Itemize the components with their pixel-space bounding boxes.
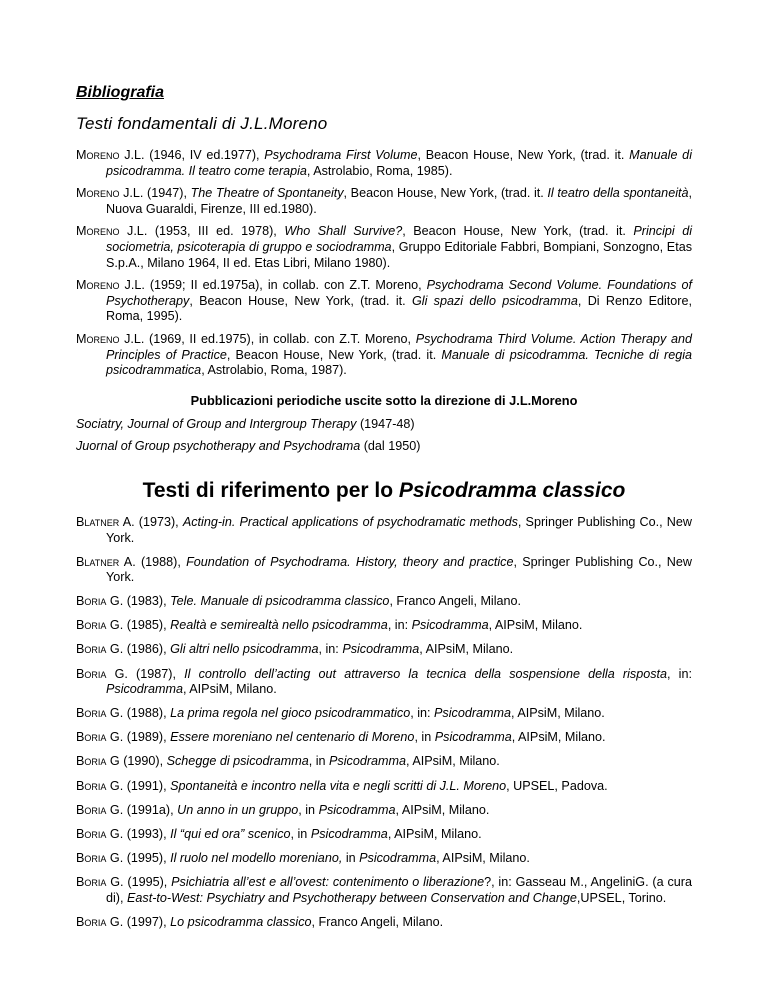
bib-entry: Boria G (1990), Schegge di psicodramma, in Psicodramma, AIPsiM, Milano. <box>76 754 500 769</box>
bib-entry: Moreno J.L. (1969, II ed.1975), in collab. con Z.T. Moreno, Psychodrama Third Volume. Action Therapy and Principles of Practice, Beacon House, New York, (trad. it. Manuale di psicodramma. Tecniche di regia psicodrammatica, Astrolabio, Roma, 1987). <box>76 331 692 378</box>
section-reference-title: Testi di riferimento per lo Psicodramma classico <box>142 478 626 502</box>
bib-entry: Boria G. (1993), Il “qui ed ora” scenico, in Psicodramma, AIPsiM, Milano. <box>76 826 482 841</box>
moreno-list <box>76 148 692 379</box>
bib-entry: Boria G. (1985), Realtà e semirealtà nello psicodramma, in: Psicodramma, AIPsiM, Milano. <box>76 618 583 633</box>
bib-entry: Boria G. (1995), Psichiatria all’est e all’ovest: contenimento o liberazione?, in: Gasseau M., AngeliniG. (a cura di), East-to-West: Psychiatry and Psychotherapy between Conservation and Change,UPSEL, Torino. <box>76 874 692 905</box>
periodicals-title: Pubblicazioni periodiche uscite sotto la direzione di J.L.Moreno <box>190 392 578 408</box>
reference-list <box>76 515 692 930</box>
bibliography-heading: Bibliografia <box>76 84 165 101</box>
bib-entry: Boria G. (1997), Lo psicodramma classico, Franco Angeli, Milano. <box>76 914 444 929</box>
section-moreno-title: Testi fondamentali di J.L.Moreno <box>76 114 328 133</box>
bib-entry: Blatner A. (1988), Foundation of Psychodrama. History, theory and practice, Springer Publishing Co., New York. <box>76 554 692 585</box>
bib-entry: Moreno J.L. (1953, III ed. 1978), Who Shall Survive?, Beacon House, New York, (trad. it. Principi di sociometria, psicoterapia di gruppo e sociodramma, Gruppo Editoriale Fabbri, Bompiani, Sonzogno, Etas S.p.A., Milano 1964, II ed. Etas Libri, Milano 1980). <box>76 224 693 270</box>
bib-entry: Boria G. (1986), Gli altri nello psicodramma, in: Psicodramma, AIPsiM, Milano. <box>76 642 514 657</box>
bib-entry: Boria G. (1988), La prima regola nel gioco psicodrammatico, in: Psicodramma, AIPsiM, Milano. <box>76 706 605 721</box>
bib-entry: Boria G. (1991a), Un anno in un gruppo, in Psicodramma, AIPsiM, Milano. <box>76 802 490 817</box>
bib-entry: Boria G. (1989), Essere moreniano nel centenario di Moreno, in Psicodramma, AIPsiM, Milano. <box>76 730 606 745</box>
bib-entry: Moreno J.L. (1959; II ed.1975a), in collab. con Z.T. Moreno, Psychodrama Second Volume. Foundations of Psychotherapy, Beacon House, New York, (trad. it. Gli spazi dello psicodramma, Di Renzo Editore, Roma, 1995). <box>76 278 693 324</box>
bib-entry: Moreno J.L. (1946, IV ed.1977), Psychodrama First Volume, Beacon House, New York, (trad. it. Manuale di psicodramma. Il teatro come terapia, Astrolabio, Roma, 1985). <box>76 148 692 178</box>
periodical-item: Juornal of Group psychotherapy and Psychodrama (dal 1950) <box>76 439 421 454</box>
bib-entry: Boria G. (1987), Il controllo dell’acting out attraverso la tecnica della sospensione della risposta, in: Psicodramma, AIPsiM, Milano. <box>76 666 692 697</box>
bib-entry: Blatner A. (1973), Acting-in. Practical applications of psychodramatic methods, Springer Publishing Co., New York. <box>76 514 693 545</box>
bib-entry: Boria G. (1991), Spontaneità e incontro nella vita e negli scritti di J.L. Moreno, UPSEL, Padova. <box>76 778 608 793</box>
bib-entry: Boria G. (1995), Il ruolo nel modello moreniano, in Psicodramma, AIPsiM, Milano. <box>76 850 530 865</box>
bib-entry: Boria G. (1983), Tele. Manuale di psicodramma classico, Franco Angeli, Milano. <box>76 594 522 609</box>
bib-entry: Moreno J.L. (1947), The Theatre of Spontaneity, Beacon House, New York, (trad. it. Il teatro della spontaneità, Nuova Guaraldi, Firenze, III ed.1980). <box>76 186 692 216</box>
periodical-item: Sociatry, Journal of Group and Intergroup Therapy (1947-48) <box>76 416 415 431</box>
